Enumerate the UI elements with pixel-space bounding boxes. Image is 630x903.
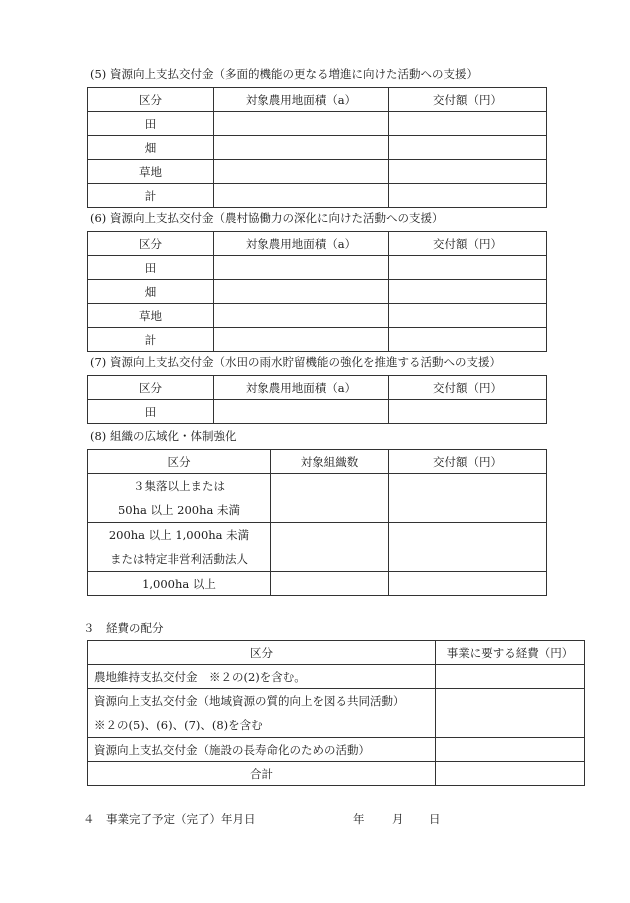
amount-cell[interactable] — [389, 280, 547, 304]
table-row — [88, 304, 547, 328]
header-amount: 交付額（円） — [389, 450, 547, 474]
table-header-row — [88, 641, 585, 665]
area-cell[interactable] — [214, 160, 389, 184]
header-area: 対象農用地面積（a） — [214, 232, 389, 256]
total-label: 合計 — [88, 762, 436, 786]
header-amount: 交付額（円） — [389, 232, 547, 256]
section-6-title: (6) 資源向上支払交付金（農村協働力の深化に向けた活動への支援） — [90, 211, 444, 225]
header-amount: 交付額（円） — [389, 88, 547, 112]
table-row — [88, 523, 547, 572]
row-label: 草地 — [88, 304, 214, 328]
area-cell[interactable] — [214, 112, 389, 136]
table-row — [88, 256, 547, 280]
header-expense: 事業に要する経費（円） — [436, 641, 585, 665]
area-cell[interactable] — [214, 280, 389, 304]
table-header-row — [88, 450, 547, 474]
table-row — [88, 160, 547, 184]
table-header-row — [88, 88, 547, 112]
expense-cell[interactable] — [436, 689, 585, 738]
table-row — [88, 689, 585, 738]
amount-cell[interactable] — [389, 474, 547, 523]
amount-cell[interactable] — [389, 572, 547, 596]
table-row — [88, 474, 547, 523]
area-cell[interactable] — [214, 304, 389, 328]
table-row — [88, 572, 547, 596]
area-cell[interactable] — [214, 400, 389, 424]
section-6-table — [87, 231, 547, 352]
amount-cell[interactable] — [389, 160, 547, 184]
table-header-row — [88, 232, 547, 256]
row-label-line1: 資源向上支払交付金（地域資源の質的向上を図る共同活動） — [94, 694, 405, 708]
row-label-line2: または特定非営利活動法人 — [110, 552, 248, 566]
org-count-cell[interactable] — [271, 523, 389, 572]
row-label: 草地 — [88, 160, 214, 184]
row-label-line2: ※２の(5)、(6)、(7)、(8)を含む — [94, 718, 263, 732]
amount-cell[interactable] — [389, 400, 547, 424]
section-3-title: ３ 経費の配分 — [83, 621, 164, 635]
table-total-row — [88, 762, 585, 786]
header-area: 対象農用地面積（a） — [214, 88, 389, 112]
row-label: 計 — [88, 184, 214, 208]
header-area: 対象農用地面積（a） — [214, 376, 389, 400]
table-row — [88, 280, 547, 304]
amount-cell[interactable] — [389, 523, 547, 572]
expense-cell[interactable] — [436, 738, 585, 762]
section-8-table — [87, 449, 547, 596]
header-category: 区分 — [88, 232, 214, 256]
header-amount: 交付額（円） — [389, 376, 547, 400]
header-category: 区分 — [88, 88, 214, 112]
row-label: 農地維持支払交付金 ※２の(2)を含む。 — [88, 665, 436, 689]
amount-cell[interactable] — [389, 136, 547, 160]
table-row — [88, 184, 547, 208]
row-label: 資源向上支払交付金（施設の長寿命化のための活動） — [88, 738, 436, 762]
row-label: 計 — [88, 328, 214, 352]
table-row — [88, 112, 547, 136]
amount-cell[interactable] — [389, 112, 547, 136]
area-cell[interactable] — [214, 184, 389, 208]
row-label: 畑 — [88, 280, 214, 304]
row-label: 1,000ha 以上 — [88, 572, 271, 596]
completion-day-label: 日 — [429, 812, 441, 826]
section-5-table — [87, 87, 547, 208]
org-count-cell[interactable] — [271, 474, 389, 523]
section-4-title: ４ 事業完了予定（完了）年月日 — [83, 812, 256, 826]
area-cell[interactable] — [214, 328, 389, 352]
table-row — [88, 665, 585, 689]
table-row — [88, 136, 547, 160]
row-label — [88, 523, 271, 572]
expense-table — [87, 640, 585, 786]
section-8-title: (8) 組織の広域化・体制強化 — [90, 429, 237, 443]
row-label — [88, 474, 271, 523]
section-7-title: (7) 資源向上支払交付金（水田の雨水貯留機能の強化を推進する活動への支援） — [90, 355, 501, 369]
table-header-row — [88, 376, 547, 400]
header-category: 区分 — [88, 641, 436, 665]
amount-cell[interactable] — [389, 256, 547, 280]
header-category: 区分 — [88, 450, 271, 474]
header-category: 区分 — [88, 376, 214, 400]
amount-cell[interactable] — [389, 184, 547, 208]
section-7-table — [87, 375, 547, 424]
section-5-title: (5) 資源向上支払交付金（多面的機能の更なる増進に向けた活動への支援） — [90, 67, 478, 81]
row-label — [88, 689, 436, 738]
completion-month-label: 月 — [392, 812, 404, 826]
row-label-line2: 50ha 以上 200ha 未満 — [117, 503, 241, 517]
row-label: 畑 — [88, 136, 214, 160]
row-label-line1: ３集落以上または — [133, 479, 225, 493]
row-label-line1: 200ha 以上 1,000ha 未満 — [108, 528, 250, 542]
org-count-cell[interactable] — [271, 572, 389, 596]
row-label: 田 — [88, 400, 214, 424]
header-org-count: 対象組織数 — [271, 450, 389, 474]
amount-cell[interactable] — [389, 328, 547, 352]
area-cell[interactable] — [214, 256, 389, 280]
table-row — [88, 328, 547, 352]
completion-year-label: 年 — [353, 812, 365, 826]
table-row — [88, 400, 547, 424]
total-expense-cell[interactable] — [436, 762, 585, 786]
row-label: 田 — [88, 256, 214, 280]
expense-cell[interactable] — [436, 665, 585, 689]
area-cell[interactable] — [214, 136, 389, 160]
amount-cell[interactable] — [389, 304, 547, 328]
table-row — [88, 738, 585, 762]
row-label: 田 — [88, 112, 214, 136]
